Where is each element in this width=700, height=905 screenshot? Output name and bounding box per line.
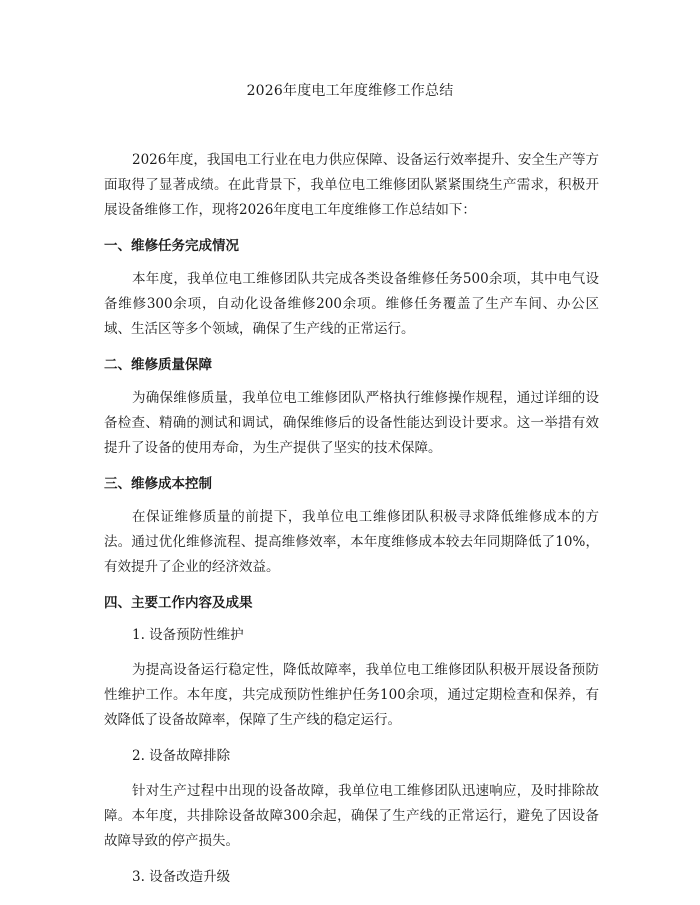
document-title: 2026年度电工年度维修工作总结 <box>246 83 454 99</box>
section-heading-main-work: 四、主要工作内容及成果 <box>104 595 253 611</box>
subsection-title-upgrade: 3. 设备改造升级 <box>132 869 231 885</box>
subsection-title-fault: 2. 设备故障排除 <box>132 748 231 764</box>
section-heading-tasks: 一、维修任务完成情况 <box>104 238 239 254</box>
section-body-cost: 在保证维修质量的前提下，我单位电工维修团队积极寻求降低维修成本的方法。通过优化维修流程、提高维修效率，本年度维修成本较去年同期降低了10%，有效提升了企业的经济效益。 <box>104 509 599 575</box>
document-body <box>104 148 599 900</box>
section-body-quality: 为确保维修质量，我单位电工维修团队严格执行维修操作规程，通过详细的设备检查、精确的测试和调试，确保维修后的设备性能达到设计要求。这一举措有效提升了设备的使用寿命，为生产提供了坚实的技术保障。 <box>104 390 599 456</box>
subsection-body-preventive: 为提高设备运行稳定性，降低故障率，我单位电工维修团队积极开展设备预防性维护工作。本年度，共完成预防性维护任务100余项，通过定期检查和保养，有效降低了设备故障率，保障了生产线的稳定运行。 <box>104 662 599 728</box>
subsection-title-preventive: 1. 设备预防性维护 <box>132 627 244 643</box>
section-body-tasks: 本年度，我单位电工维修团队共完成各类设备维修任务500余项，其中电气设备维修300余项，自动化设备维修200余项。维修任务覆盖了生产车间、办公区域、生活区等多个领域，确保了生产线的正常运行。 <box>104 271 599 337</box>
section-heading-cost: 三、维修成本控制 <box>104 476 212 492</box>
subsection-body-fault: 针对生产过程中出现的设备故障，我单位电工维修团队迅速响应，及时排除故障。本年度，共排除设备故障300余起，确保了生产线的正常运行，避免了因设备故障导致的停产损失。 <box>104 783 599 849</box>
section-heading-quality: 二、维修质量保障 <box>104 357 212 373</box>
intro-paragraph: 2026年度，我国电工行业在电力供应保障、设备运行效率提升、安全生产等方面取得了显著成绩。在此背景下，我单位电工维修团队紧紧围绕生产需求，积极开展设备维修工作，现将2026年度电工年度维修工作总结如下： <box>104 152 599 218</box>
